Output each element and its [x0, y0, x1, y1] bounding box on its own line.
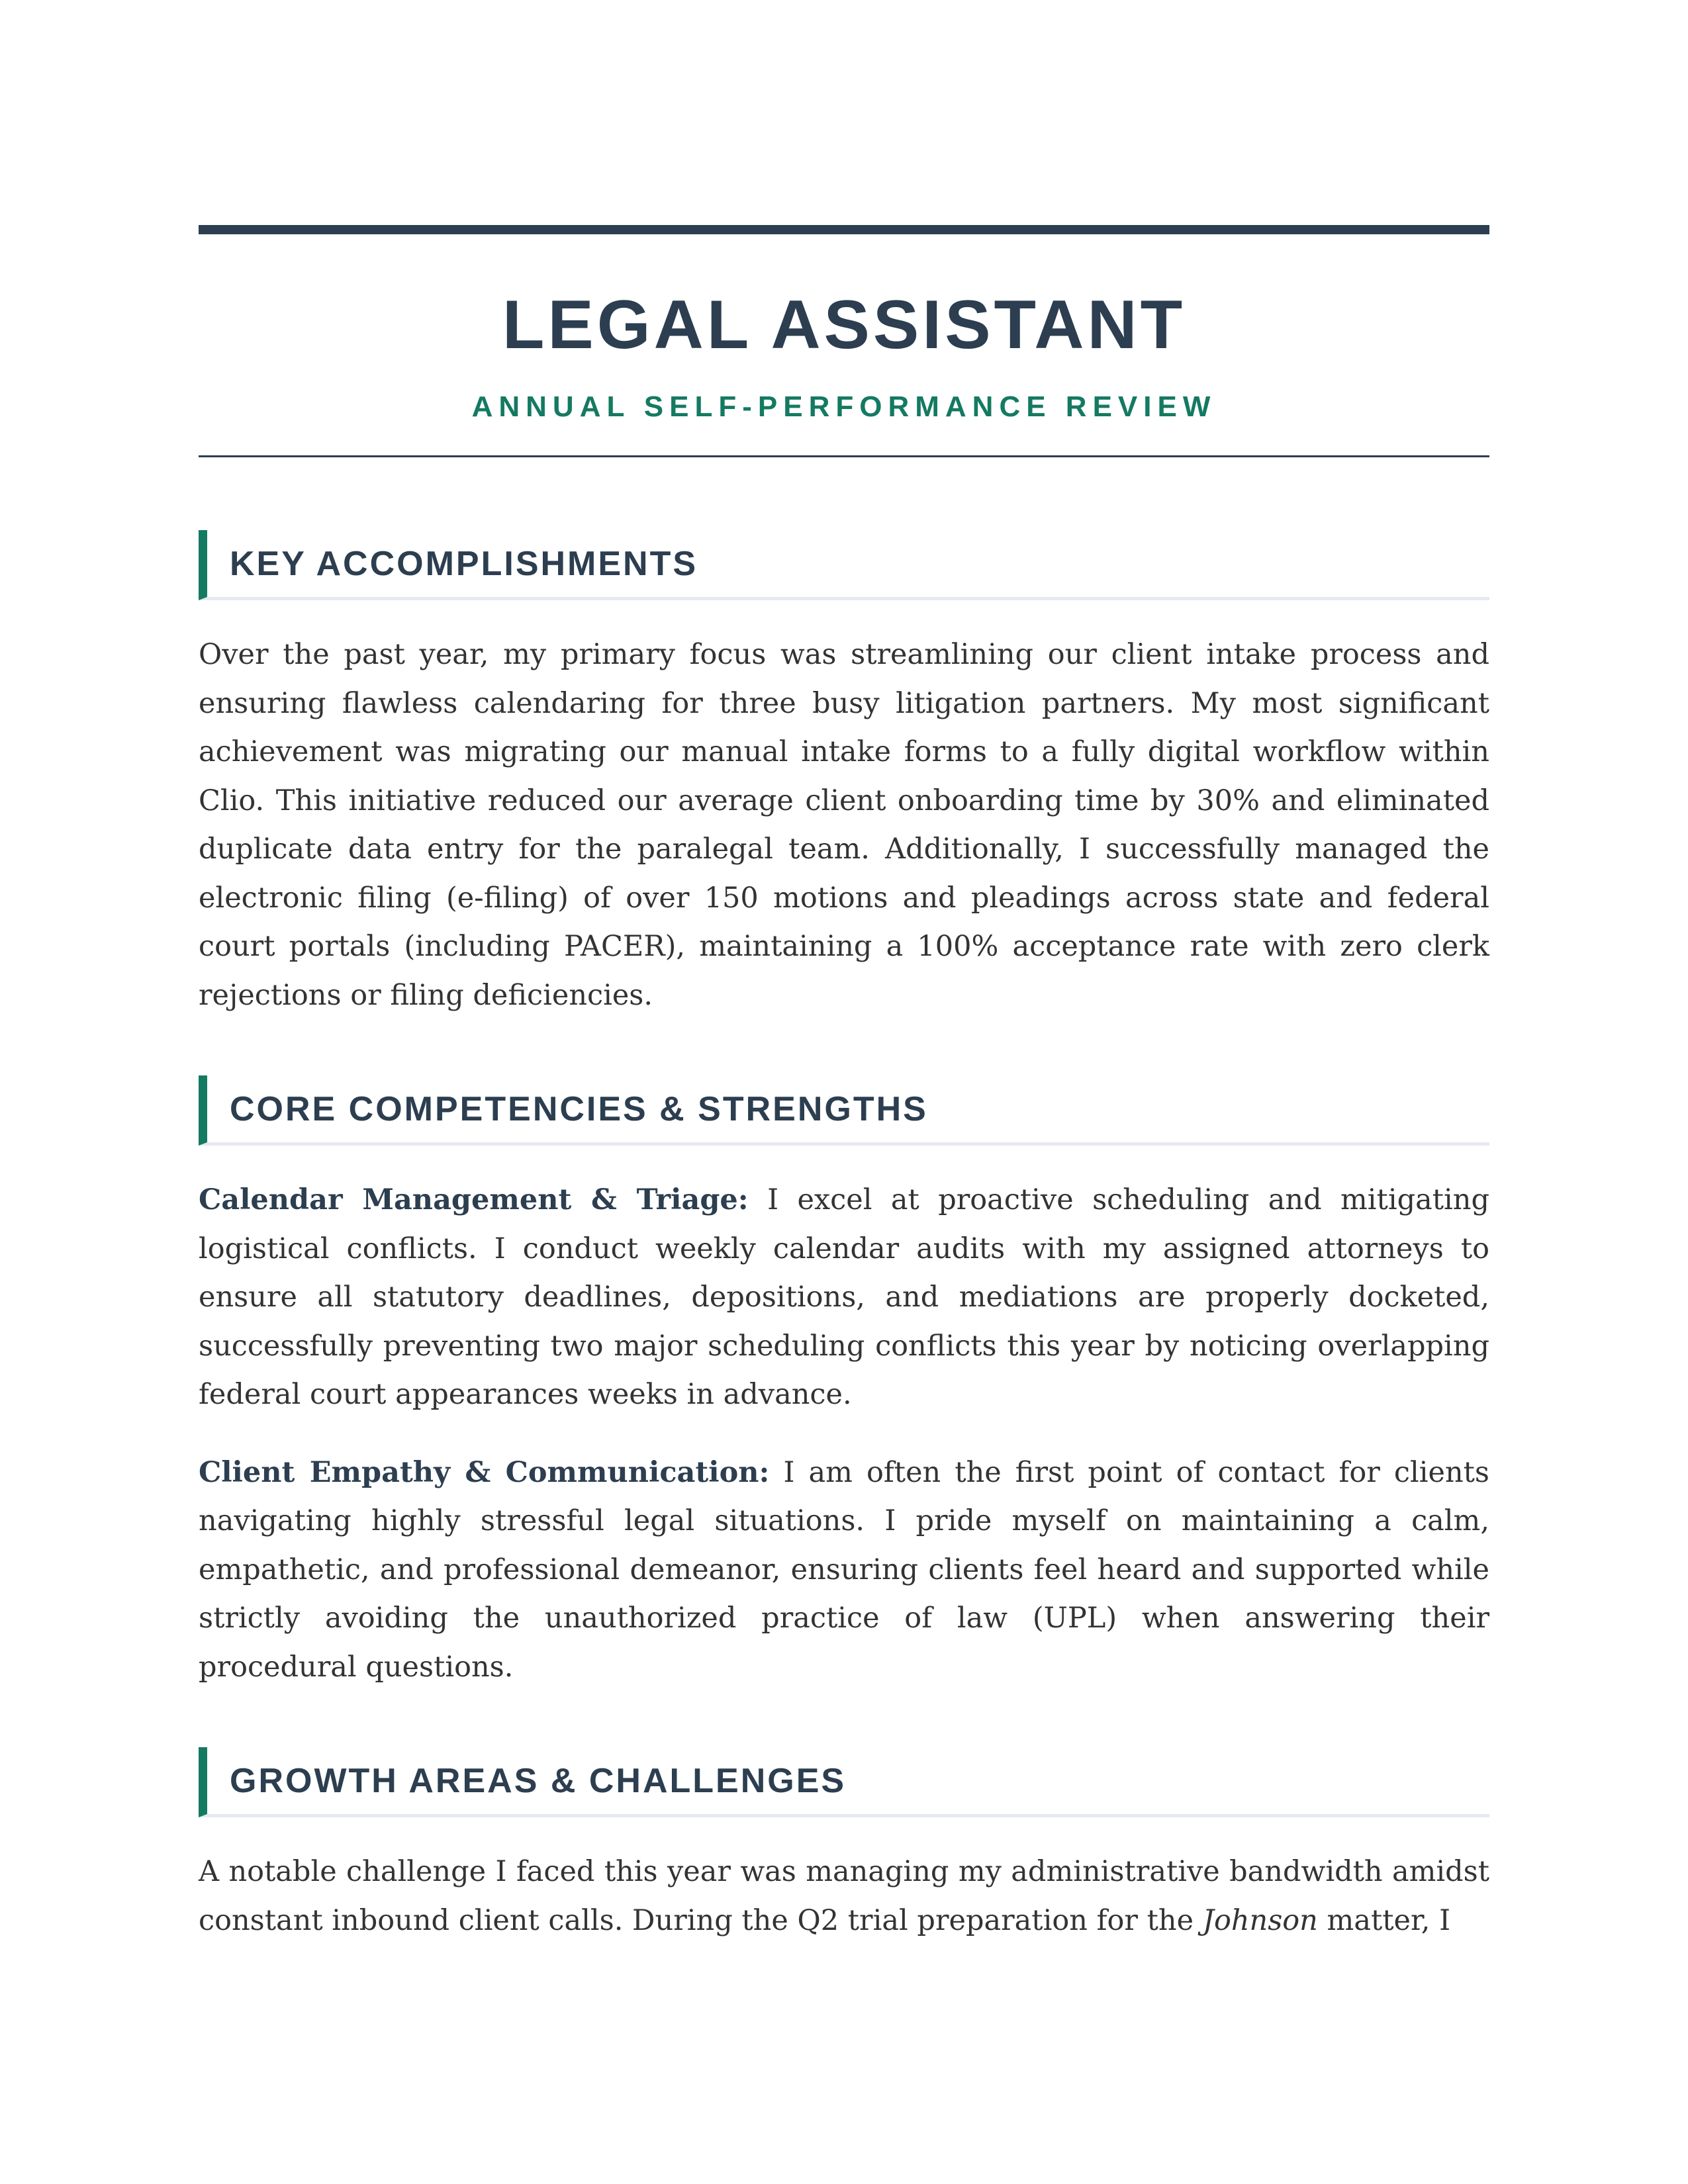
- page-title: LEGAL ASSISTANT: [502, 287, 1186, 363]
- paragraph-lead-in: Client Empathy & Communication:: [199, 1455, 770, 1489]
- paragraph-text: I excel at proactive scheduling and mitigating logistical conflicts. I conduct weekly calendar audits with my assigned attorneys to ensure all statutory deadlines, depositions, and mediations are properly docketed, successfully preventing two major scheduling conflicts this year by noticing overlapping federal court appearances weeks in advance.: [199, 1183, 1489, 1412]
- paragraph-lead-in: Calendar Management & Triage:: [199, 1183, 749, 1217]
- competency-client-paragraph: [199, 1449, 1489, 1692]
- paragraph-text: matter, I: [1327, 1903, 1451, 1937]
- section-heading-growth-areas: [199, 1747, 1489, 1817]
- section-heading-label: GROWTH AREAS & CHALLENGES: [230, 1761, 847, 1800]
- section-heading-core-competencies: [199, 1075, 1489, 1146]
- matter-name: Johnson: [1202, 1903, 1318, 1937]
- page-subtitle: ANNUAL SELF-PERFORMANCE REVIEW: [471, 390, 1217, 424]
- section-heading-label: KEY ACCOMPLISHMENTS: [230, 544, 698, 583]
- section-heading-label: CORE COMPETENCIES & STRENGTHS: [230, 1089, 928, 1128]
- review-page: [199, 225, 1489, 1945]
- accomplishments-paragraph: [199, 631, 1489, 1020]
- paragraph-text: A notable challenge I faced this year was managing my administrative bandwidth amidst constant inbound client calls. During the Q2 trial preparation for the: [199, 1855, 1489, 1937]
- paragraph-text: Over the past year, my primary focus was streamlining our client intake process and ensuring flawless calendaring for three busy litigation partners. My most significant achievement was migrating our manual intake forms to a fully digital workflow within Clio. This initiative reduced our average client onboarding time by 30% and eliminated duplicate data entry for the paralegal team. Additionally, I successfully managed the electronic filing (e-filing) of over 150 motions and pleadings across state and federal court portals (including PACER), maintaining a 100% acceptance rate with zero clerk rejections or filing deficiencies.: [199, 638, 1489, 1012]
- growth-paragraph: [199, 1848, 1489, 1945]
- competency-calendar-paragraph: [199, 1176, 1489, 1420]
- header-divider: [199, 455, 1489, 457]
- top-rule: [199, 225, 1489, 234]
- section-heading-key-accomplishments: [199, 530, 1489, 600]
- paragraph-text: I am often the first point of contact for clients navigating highly stressful legal situations. I pride myself on maintaining a calm, empathetic, and professional demeanor, ensuring clients feel heard and supported while strictly avoiding the unauthorized practice of law (UPL) when answering their procedural questions.: [199, 1455, 1489, 1684]
